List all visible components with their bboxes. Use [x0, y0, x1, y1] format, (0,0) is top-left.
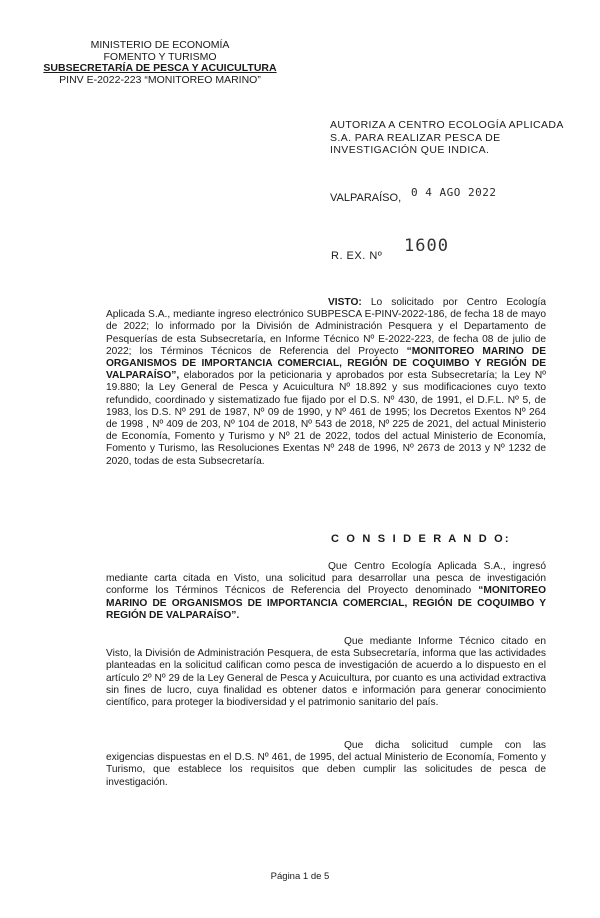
resolution-subject: AUTORIZA A CENTRO ECOLOGÍA APLICADA S.A. PARA REALIZAR PESCA DE INVESTIGACIÓN QUE INDICA. — [330, 119, 564, 156]
considerando-paragraph-2 — [106, 636, 546, 709]
place-label: VALPARAÍSO, — [330, 192, 402, 204]
visto-label: VISTO: — [328, 297, 362, 308]
visto-text-1: Lo solicitado por Centro Ecología Aplicada S.A., mediante ingreso electrónico SUBPESCA E-PINV-2022-186, de fecha 18 de mayo de 2022; lo informado por la División de Administración Pesquera y el Departamento de Pesquerías de esta Subsecretaría, en Informe Técnico Nº E-2022-223, de fecha 08 de julio de 2022; los Términos Técnicos de Referencia del Proyecto — [106, 297, 546, 357]
letterhead — [20, 40, 300, 86]
considerando-2-text: Que mediante Informe Técnico citado en Visto, la División de Administración Pesquera, de esta Subsecretaría, informa que las actividades planteadas en la solicitud califican como pesca de investigación de acuerdo a lo dispuesto en el artículo 2º Nº 29 de la Ley General de Pesca y Acuicultura, por cuanto es una actividad extractiva sin fines de lucro, cuya finalidad es obtener datos e información para generar conocimiento científico, para proteger la biodiversidad y el patrimonio sanitario del país. — [106, 636, 546, 709]
visto-text-2: elaborados por la peticionaria y aprobados por esta Subsecretaría; la Ley Nº 19.880; la Ley General de Pesca y Acuicultura Nº 18.892 y sus modificaciones cuyo texto refundido, coordinado y sistematizado fue fijado por el D.S. Nº 430, de 1991, el D.F.L. Nº 5, de 1983, los D.S. Nº 291 de 1987, Nº 09 de 1990, y Nº 461 de 1995; los Decretos Exentos Nº 264 de 1998 , Nº 409 de 203, Nº 104 de 2018, Nº 543 de 2018, Nº 225 de 2021, del actual Ministerio de Economía, Fomento y Turismo y Nº 21 de 2022, todos del actual Ministerio de Economía, Fomento y Turismo, las Resoluciones Exentas Nº 248 de 1996, Nº 2673 de 2013 y Nº 1232 de 2020, todas de esta Subsecretaría. — [106, 370, 546, 467]
considerando-paragraph-1 — [106, 561, 546, 622]
date-stamp: 0 4 AGO 2022 — [411, 186, 497, 199]
page-number: Página 1 de 5 — [270, 871, 330, 882]
considerando-paragraph-3 — [106, 740, 546, 789]
ministry-subline: FOMENTO Y TURISMO — [103, 50, 217, 63]
considerando-1-text: Que Centro Ecología Aplicada S.A., ingresó mediante carta citada en Visto, una solicitud para desarrollar una pesca de investigación conforme los Términos Técnicos de Referencia del Proyecto denominado — [106, 561, 546, 597]
project-code-line: PINV E-2022-223 “MONITOREO MARINO” — [59, 73, 261, 86]
considerando-1-project-title: “MONITOREO MARINO DE ORGANISMOS DE IMPORTANCIA COMERCIAL, REGIÓN DE COQUIMBO Y REGIÓN DE VALPARAÍSO”. — [106, 585, 546, 621]
subsecretaria-line: SUBSECRETARÍA DE PESCA Y ACUICULTURA — [43, 62, 277, 74]
resolution-label: R. EX. Nº — [331, 250, 383, 262]
resolution-number-stamp: 1600 — [404, 236, 449, 256]
visto-paragraph — [106, 297, 546, 468]
considerando-3-text: Que dicha solicitud cumple con las exigencias dispuestas en el D.S. Nº 461, de 1995, del actual Ministerio de Economía, Fomento y Turismo, que establece los requisitos que deben cumplir las solicitudes de pesca de investigación. — [106, 740, 546, 788]
considerando-heading: C O N S I D E R A N D O: — [331, 533, 511, 545]
visto-project-title: “MONITOREO MARINO DE ORGANISMOS DE IMPORTANCIA COMERCIAL, REGIÓN DE COQUIMBO Y REGIÓN DE VALPARAÍSO”, — [106, 345, 546, 382]
ministry-line: MINISTERIO DE ECONOMÍA — [90, 39, 230, 51]
